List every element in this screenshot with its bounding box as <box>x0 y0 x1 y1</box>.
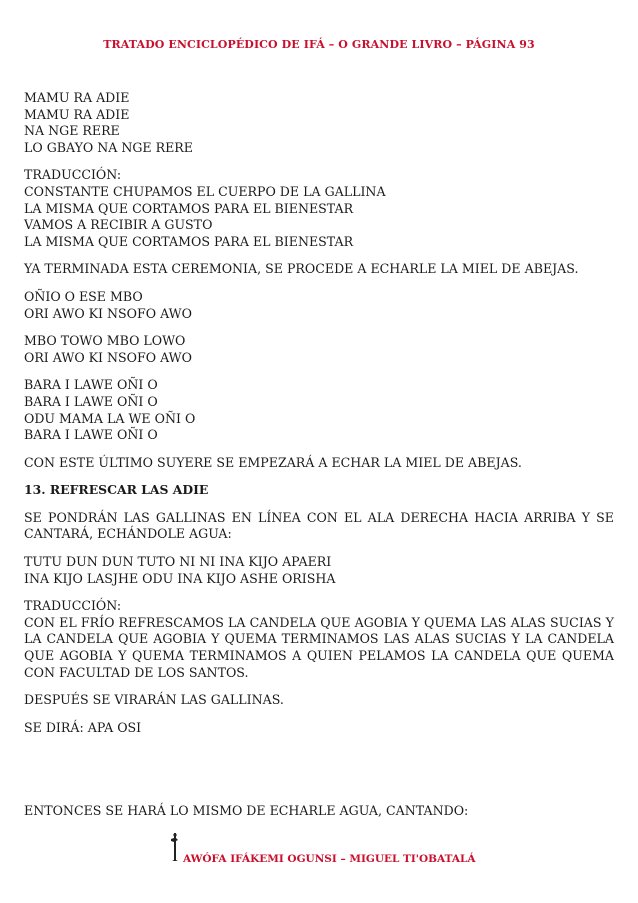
chant-line: BARA I LAWE OÑI O <box>24 427 158 443</box>
document-body <box>24 90 614 831</box>
paragraph <box>24 455 614 472</box>
chant-line: BARA I LAWE OÑI O <box>24 393 158 409</box>
chant-line: INA KIJO LASJHE ODU INA KIJO ASHE ORISHA <box>24 570 336 586</box>
translation-block <box>24 598 614 681</box>
paragraph <box>24 803 614 820</box>
chant-line: ODU MAMA LA WE OÑI O <box>24 410 196 426</box>
chant-line: ORI AWO KI NSOFO AWO <box>24 349 192 365</box>
paragraph <box>24 261 614 278</box>
chant-block <box>24 377 614 443</box>
paragraph <box>24 720 614 737</box>
chant-line: MBO TOWO MBO LOWO <box>24 333 186 349</box>
chant-line: LO GBAYO NA NGE RERE <box>24 139 193 155</box>
chant-line: NA NGE RERE <box>24 123 120 139</box>
chant-block <box>24 289 614 322</box>
chant-block <box>24 90 614 156</box>
footer-author: AWÓFA IFÁKEMI OGUNSI – MIGUEL TI'OBATALÁ <box>183 853 476 865</box>
chant-line: TUTU DUN DUN TUTO NI NI INA KIJO APAERI <box>24 554 332 570</box>
translation-line: VAMOS A RECIBIR A GUSTO <box>24 217 213 233</box>
translation-line: LA MISMA QUE CORTAMOS PARA EL BIENESTAR <box>24 233 354 249</box>
paragraph-text: CON ESTE ÚLTIMO SUYERE SE EMPEZARÁ A ECHAR LA MIEL DE ABEJAS. <box>24 454 522 470</box>
paragraph-text: ENTONCES SE HARÁ LO MISMO DE ECHARLE AGUA, CANTANDO: <box>24 803 469 819</box>
ifa-staff-figure-icon <box>170 832 179 866</box>
translation-line: LA MISMA QUE CORTAMOS PARA EL BIENESTAR <box>24 200 354 216</box>
chant-line: OÑIO O ESE MBO <box>24 288 143 304</box>
page-footer <box>170 832 476 866</box>
chant-block <box>24 554 614 587</box>
translation-label: TRADUCCIÓN: <box>24 167 122 183</box>
paragraph-text: SE DIRÁ: APA OSI <box>24 719 142 735</box>
blank-space <box>24 747 614 803</box>
paragraph-text: SE PONDRÁN LAS GALLINAS EN LÍNEA CON EL ALA DERECHA HACIA ARRIBA Y SE CANTARÁ, ECHÁNDOLE AGUA: <box>24 509 614 542</box>
translation-line: CONSTANTE CHUPAMOS EL CUERPO DE LA GALLINA <box>24 183 386 199</box>
chant-line: ORI AWO KI NSOFO AWO <box>24 305 192 321</box>
chant-line: BARA I LAWE OÑI O <box>24 377 158 393</box>
page-header: TRATADO ENCICLOPÉDICO DE IFÁ – O GRANDE LIVRO – PÁGINA 93 <box>103 38 535 51</box>
chant-block <box>24 333 614 366</box>
section-heading: 13. REFRESCAR LAS ADIE <box>24 482 209 498</box>
translation-text: CON EL FRÍO REFRESCAMOS LA CANDELA QUE AGOBIA Y QUEMA LAS ALAS SUCIAS Y LA CANDELA QUE AGOBIA Y QUEMA TERMINAMOS LAS ALAS SUCIAS Y LA CANDELA QUE AGOBIA Y QUEMA TERMINAMOS A QUIEN PELAMOS LA CANDELA QUE QUEMA CON FACULTAD DE LOS SANTOS. <box>24 614 614 680</box>
paragraph-text: DESPUÉS SE VIRARÁN LAS GALLINAS. <box>24 692 284 708</box>
translation-block <box>24 167 614 250</box>
chant-line: MAMU RA ADIE <box>24 90 130 105</box>
paragraph <box>24 692 614 709</box>
chant-line: MAMU RA ADIE <box>24 106 130 122</box>
paragraph-text: YA TERMINADA ESTA CEREMONIA, SE PROCEDE A ECHARLE LA MIEL DE ABEJAS. <box>24 261 579 277</box>
translation-label: TRADUCCIÓN: <box>24 598 122 614</box>
